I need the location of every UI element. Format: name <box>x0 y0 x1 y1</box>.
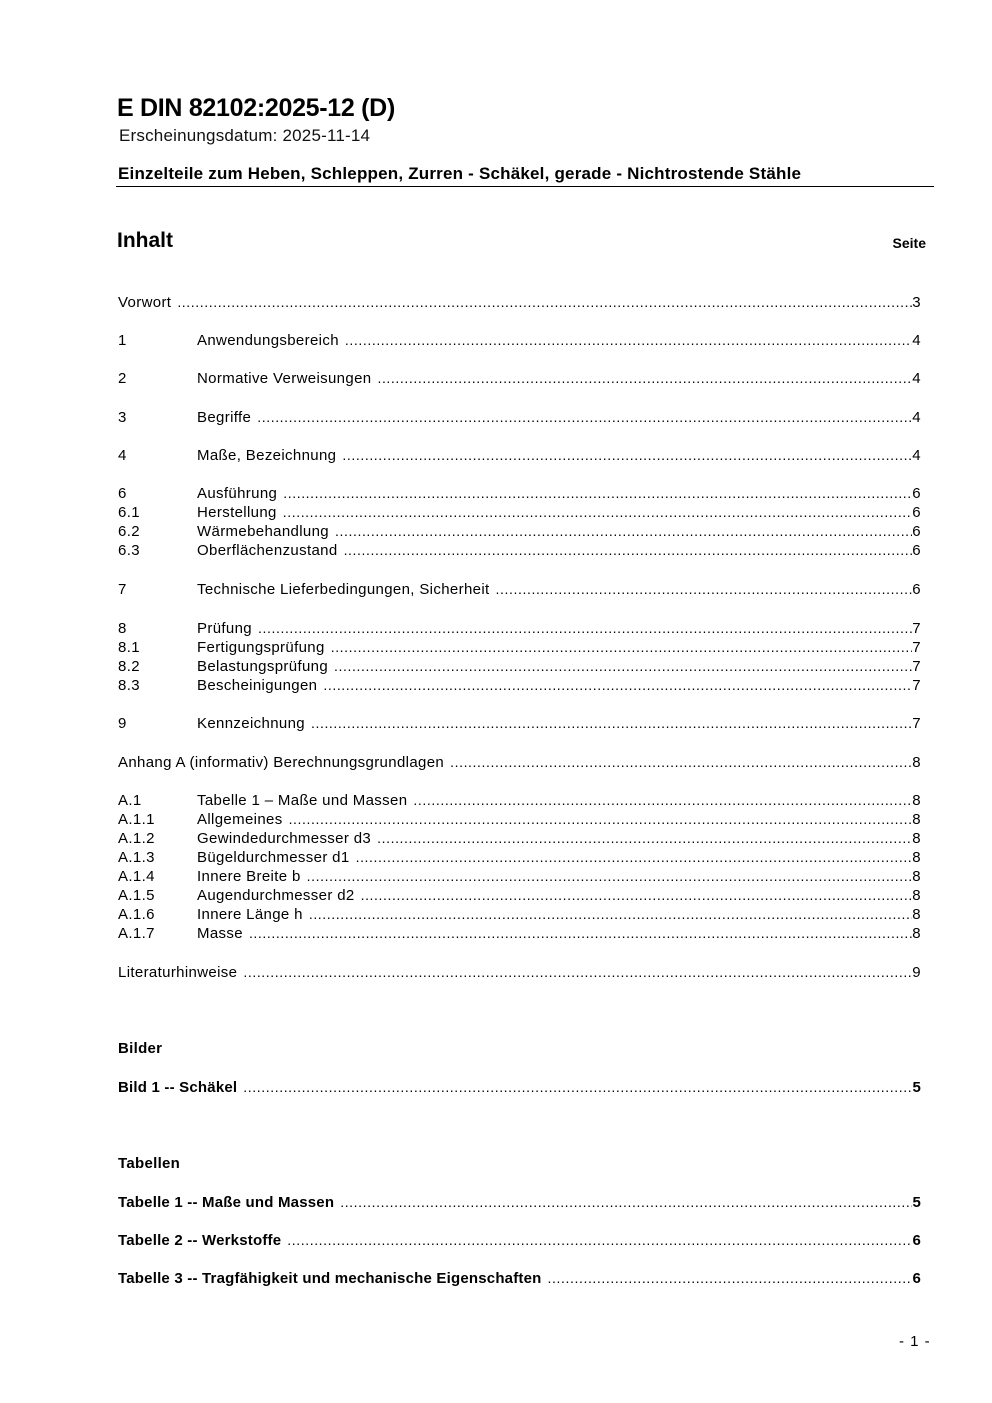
toc-entry-number: 1 <box>118 332 127 349</box>
toc-entry-title: Bescheinigungen <box>197 677 318 694</box>
toc-leader-dots <box>361 886 913 905</box>
table-entry[interactable] <box>118 1231 921 1250</box>
toc-entry-title: Tabelle 1 – Maße und Massen <box>197 792 408 809</box>
table-entry-page: 5 <box>912 1194 921 1211</box>
toc-entry[interactable] <box>118 848 921 867</box>
toc-leader-dots <box>413 791 912 810</box>
toc-entry-page: 4 <box>912 447 921 464</box>
toc-entry-title: Oberflächenzustand <box>197 542 338 559</box>
toc-entry[interactable] <box>118 657 921 676</box>
toc-leader-dots <box>323 676 912 695</box>
toc-leader-dots <box>450 753 912 772</box>
toc-entry-title: Prüfung <box>197 620 252 637</box>
toc-entry-page: 8 <box>912 849 921 866</box>
toc-entry-page: 6 <box>912 485 921 502</box>
tables-section-label: Tabellen <box>118 1155 181 1172</box>
toc-entry-title: Innere Länge h <box>197 906 303 923</box>
toc-entry-title: Augendurchmesser d2 <box>197 887 355 904</box>
toc-leader-dots <box>258 619 912 638</box>
toc-leader-dots <box>340 1193 912 1212</box>
toc-entry-title: Innere Breite b <box>197 868 301 885</box>
toc-leader-dots <box>342 446 912 465</box>
table-entry[interactable] <box>118 1193 921 1212</box>
table-entry-page: 6 <box>912 1270 921 1287</box>
toc-entry-page: 4 <box>912 409 921 426</box>
toc-entry-number: 8 <box>118 620 127 637</box>
toc-leader-dots <box>249 924 912 943</box>
toc-entry-title: Masse <box>197 925 243 942</box>
table-entry-title: Tabelle 2 -- Werkstoffe <box>118 1232 282 1249</box>
table-entry[interactable] <box>118 1269 921 1288</box>
toc-entry-number: 8.1 <box>118 639 140 656</box>
toc-entry-title: Anwendungsbereich <box>197 332 339 349</box>
toc-entry-number: 6.3 <box>118 542 140 559</box>
toc-entry-title: Belastungsprüfung <box>197 658 329 675</box>
toc-entry-page: 8 <box>912 925 921 942</box>
toc-entry-number: 8.3 <box>118 677 140 694</box>
toc-entry-title: Fertigungsprüfung <box>197 639 325 656</box>
toc-entry-title: Allgemeines <box>197 811 283 828</box>
toc-entry[interactable] <box>118 522 921 541</box>
toc-entry-title: Wärmebehandlung <box>197 523 329 540</box>
toc-entry-number: A.1 <box>118 792 142 809</box>
toc-entry[interactable] <box>118 484 921 503</box>
toc-entry-title: Literaturhinweise <box>118 964 238 981</box>
figure-entry-page: 5 <box>912 1079 921 1096</box>
toc-entry-page: 7 <box>912 715 921 732</box>
toc-entry-page: 8 <box>912 887 921 904</box>
toc-entry-number: 3 <box>118 409 127 426</box>
table-entry-page: 6 <box>912 1232 921 1249</box>
toc-leader-dots <box>356 848 913 867</box>
toc-entry[interactable] <box>118 829 921 848</box>
toc-entry-page: 7 <box>912 639 921 656</box>
toc-entry-page: 8 <box>912 906 921 923</box>
toc-leader-dots <box>287 1231 912 1250</box>
toc-entry-page: 6 <box>912 523 921 540</box>
toc-leader-dots <box>334 657 912 676</box>
toc-entry[interactable] <box>118 886 921 905</box>
toc-entry-page: 7 <box>912 620 921 637</box>
toc-leader-dots <box>377 369 912 388</box>
toc-entry-number: A.1.4 <box>118 868 155 885</box>
toc-leader-dots <box>289 810 913 829</box>
toc-entry-page: 8 <box>912 868 921 885</box>
toc-entry[interactable] <box>118 503 921 522</box>
toc-entry[interactable] <box>118 638 921 657</box>
toc-entry[interactable] <box>118 753 921 772</box>
toc-entry[interactable] <box>118 541 921 560</box>
toc-entry-title: Anhang A (informativ) Berechnungsgrundlagen <box>118 754 445 771</box>
toc-entry-title: Normative Verweisungen <box>197 370 372 387</box>
toc-entry-title: Gewindedurchmesser d3 <box>197 830 372 847</box>
toc-entry-title: Ausführung <box>197 485 278 502</box>
toc-entry-number: A.1.7 <box>118 925 155 942</box>
toc-entry[interactable] <box>118 408 921 427</box>
document-title: Einzelteile zum Heben, Schleppen, Zurren - Schäkel, gerade - Nichtrostende Stähle <box>118 164 802 183</box>
toc-entry-title: Begriffe <box>197 409 252 426</box>
toc-entry[interactable] <box>118 369 921 388</box>
toc-leader-dots <box>283 503 913 522</box>
toc-leader-dots <box>344 541 913 560</box>
toc-entry[interactable] <box>118 867 921 886</box>
toc-entry[interactable] <box>118 331 921 350</box>
page-column-label: Seite <box>892 235 926 251</box>
toc-entry-number: A.1.1 <box>118 811 155 828</box>
toc-entry[interactable] <box>118 580 921 599</box>
toc-entry-page: 3 <box>912 294 921 311</box>
toc-entry-number: 2 <box>118 370 127 387</box>
toc-entry-page: 7 <box>912 658 921 675</box>
toc-entry-number: 8.2 <box>118 658 140 675</box>
toc-entry-number: A.1.5 <box>118 887 155 904</box>
toc-entry-number: A.1.3 <box>118 849 155 866</box>
toc-entry[interactable] <box>118 905 921 924</box>
toc-leader-dots <box>243 1078 912 1097</box>
toc-entry-title: Kennzeichnung <box>197 715 305 732</box>
toc-entry-number: 9 <box>118 715 127 732</box>
figures-section-label: Bilder <box>118 1040 163 1057</box>
toc-leader-dots <box>345 331 912 350</box>
toc-entry-number: 4 <box>118 447 127 464</box>
toc-entry[interactable] <box>118 446 921 465</box>
toc-entry[interactable] <box>118 810 921 829</box>
toc-entry-page: 7 <box>912 677 921 694</box>
toc-entry[interactable] <box>118 676 921 695</box>
page-number: - 1 - <box>899 1333 931 1350</box>
toc-entry[interactable] <box>118 714 921 733</box>
toc-entry-number: A.1.2 <box>118 830 155 847</box>
toc-leader-dots <box>496 580 913 599</box>
toc-leader-dots <box>548 1269 913 1288</box>
figure-entry[interactable] <box>118 1078 921 1097</box>
toc-entry-page: 8 <box>912 754 921 771</box>
table-entry-title: Tabelle 1 -- Maße und Massen <box>118 1194 335 1211</box>
table-entry-title: Tabelle 3 -- Tragfähigkeit und mechanische Eigenschaften <box>118 1270 542 1287</box>
toc-entry-page: 4 <box>912 370 921 387</box>
toc-entry[interactable] <box>118 293 921 312</box>
toc-entry[interactable] <box>118 619 921 638</box>
toc-entry-page: 8 <box>912 792 921 809</box>
toc-entry-page: 9 <box>912 964 921 981</box>
toc-leader-dots <box>243 963 912 982</box>
toc-entry[interactable] <box>118 963 921 982</box>
toc-leader-dots <box>311 714 912 733</box>
toc-entry-title: Technische Lieferbedingungen, Sicherheit <box>197 581 490 598</box>
toc-entry[interactable] <box>118 924 921 943</box>
publication-date: Erscheinungsdatum: 2025-11-14 <box>119 126 371 145</box>
title-underline <box>116 186 934 187</box>
toc-entry-number: 6.1 <box>118 504 140 521</box>
toc-leader-dots <box>335 522 912 541</box>
toc-leader-dots <box>331 638 913 657</box>
toc-leader-dots <box>309 905 912 924</box>
toc-leader-dots <box>377 829 912 848</box>
toc-entry-number: 6 <box>118 485 127 502</box>
toc-entry[interactable] <box>118 791 921 810</box>
figure-entry-title: Bild 1 -- Schäkel <box>118 1079 238 1096</box>
toc-entry-title: Bügeldurchmesser d1 <box>197 849 350 866</box>
toc-entry-page: 8 <box>912 830 921 847</box>
toc-entry-number: 7 <box>118 581 127 598</box>
toc-entry-page: 6 <box>912 581 921 598</box>
toc-entry-page: 6 <box>912 504 921 521</box>
toc-entry-page: 4 <box>912 332 921 349</box>
toc-heading: Inhalt <box>117 229 173 252</box>
document-number: E DIN 82102:2025-12 (D) <box>117 94 395 122</box>
toc-leader-dots <box>283 484 912 503</box>
toc-entry-number: A.1.6 <box>118 906 155 923</box>
toc-entry-title: Maße, Bezeichnung <box>197 447 337 464</box>
toc-entry-page: 8 <box>912 811 921 828</box>
toc-leader-dots <box>307 867 913 886</box>
toc-entry-title: Herstellung <box>197 504 277 521</box>
toc-entry-number: 6.2 <box>118 523 140 540</box>
toc-entry-page: 6 <box>912 542 921 559</box>
toc-leader-dots <box>257 408 912 427</box>
toc-leader-dots <box>177 293 912 312</box>
toc-entry-title: Vorwort <box>118 294 172 311</box>
